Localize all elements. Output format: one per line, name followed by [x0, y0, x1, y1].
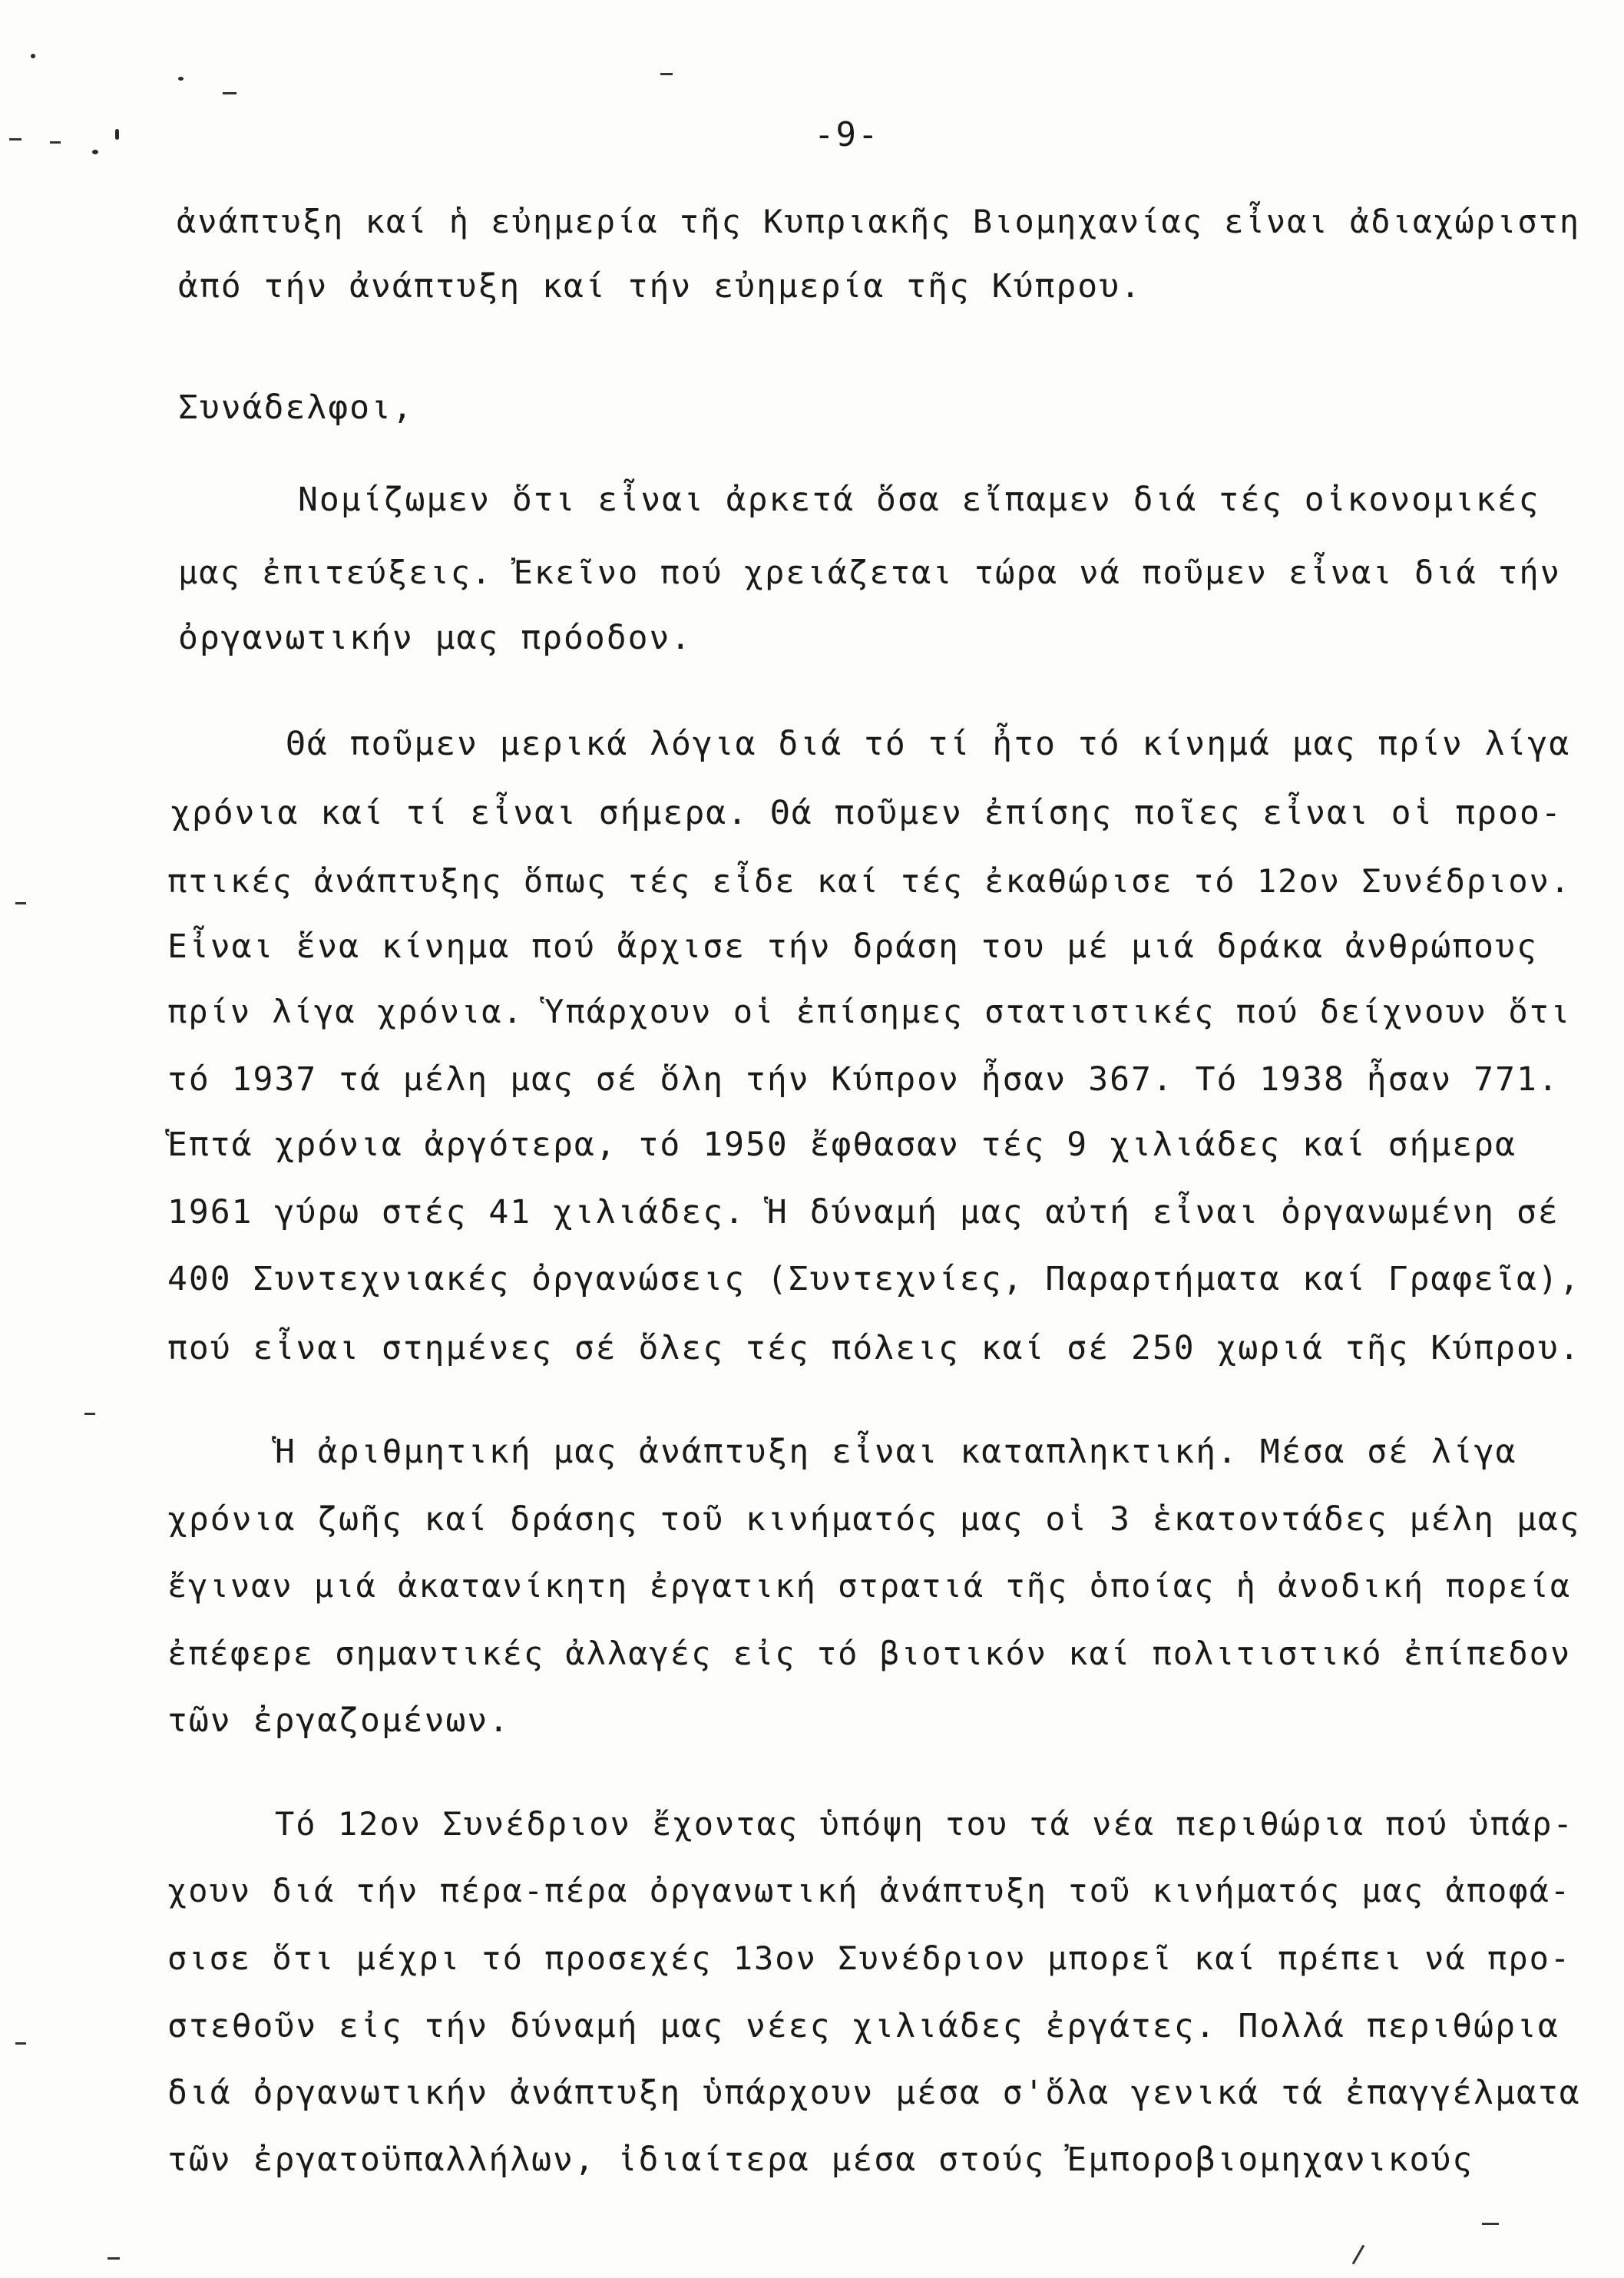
text-line: πρίν λίγα χρόνια. Ὑπάρχουν οἱ ἐπίσημες στατιστικές πού δείχνουν ὅτι: [167, 993, 1572, 1030]
text-line: ἀπό τήν ἀνάπτυξη καί τήν εὐημερία τῆς Κύπρου.: [178, 267, 1142, 306]
text-line: Θά ποῦμεν μερικά λόγια διά τό τί ἦτο τό κίνημά μας πρίν λίγα: [286, 725, 1571, 763]
text-line: στεθοῦν εἰς τήν δύναμή μας νέες χιλιάδες ἐργάτες. Πολλά περιθώρια: [167, 2007, 1560, 2045]
text-line: ἀνάπτυξη καί ἡ εὐημερία τῆς Κυπριακῆς Βιομηχανίας εἶναι ἀδιαχώριστη: [177, 203, 1581, 240]
text-line: ὀργανωτικήν μας πρόοδον.: [178, 619, 693, 657]
text-line: τό 1937 τά μέλη μας σέ ὅλη τήν Κύπρον ἦσαν 367. Τό 1938 ἦσαν 771.: [167, 1060, 1560, 1099]
text-line: ἐπέφερε σημαντικές ἀλλαγές εἰς τό βιοτικόν καί πολιτιστικό ἐπίπεδον: [167, 1635, 1572, 1672]
text-line: τῶν ἐργατοϋπαλλήλων, ἰδιαίτερα μέσα στούς Ἐμποροβιομηχανικούς: [167, 2141, 1474, 2179]
scan-dash: [9, 138, 21, 141]
scan-speck: [92, 150, 98, 154]
text-line: ἔγιναν μιά ἀκατανίκητη ἐργατική στρατιά τῆς ὁποίας ἡ ἀνοδική πορεία: [167, 1567, 1572, 1605]
scan-speck: [178, 77, 184, 81]
scan-dash: [1352, 2245, 1365, 2265]
scan-dash: [107, 2257, 120, 2260]
text-line: Ἡ ἀριθμητική μας ἀνάπτυξη εἶναι καταπληκτική. Μέσα σέ λίγα: [275, 1433, 1517, 1471]
scan-dash: [15, 902, 26, 904]
scan-dash: [223, 92, 236, 94]
text-line: τῶν ἐργαζομένων.: [167, 1701, 511, 1740]
text-line: χρόνια καί τί εἶναι σήμερα. Θά ποῦμεν ἐπίσης ποῖες εἶναι οἱ προο-: [170, 794, 1563, 832]
text-line: 1961 γύρω στές 41 χιλιάδες. Ἡ δύναμή μας αὐτή εἶναι ὀργανωμένη σέ: [167, 1193, 1560, 1232]
text-line: χουν διά τήν πέρα-πέρα ὀργανωτική ἀνάπτυξη τοῦ κινήματός μας ἀποφά-: [167, 1872, 1572, 1909]
text-line: πού εἶναι στημένες σέ ὅλες τές πόλεις καί σέ 250 χωριά τῆς Κύπρου.: [167, 1329, 1581, 1367]
scan-speck: [31, 54, 35, 58]
page-number: -9-: [814, 115, 880, 154]
text-line: χρόνια ζωῆς καί δράσης τοῦ κινήματός μας οἱ 3 ἑκατοντάδες μέλη μας: [167, 1500, 1581, 1539]
scan-dash: [15, 2042, 26, 2045]
text-line: Τό 12ον Συνέδριον ἔχοντας ὑπόψη του τά νέα περιθώρια πού ὑπάρ-: [275, 1805, 1574, 1843]
text-line: 400 Συντεχνιακές ὀργανώσεις (Συντεχνίες, Παραρτήματα καί Γραφεῖα),: [167, 1260, 1581, 1298]
scan-speck: [115, 129, 119, 140]
scan-dash: [1482, 2223, 1499, 2225]
text-line: διά ὀργανωτικήν ἀνάπτυξη ὑπάρχουν μέσα σ'ὅλα γενικά τά ἐπαγγέλματα: [167, 2074, 1581, 2112]
scan-dash: [660, 73, 673, 75]
text-line: Εἶναι ἕνα κίνημα πού ἄρχισε τήν δράση του μέ μιά δράκα ἀνθρώπους: [167, 927, 1538, 966]
text-line: σισε ὅτι μέχρι τό προσεχές 13ον Συνέδριον μπορεῖ καί πρέπει νά προ-: [167, 1939, 1572, 1977]
text-line: μας ἐπιτεύξεις. Ἐκεῖνο πού χρειάζεται τώρα νά ποῦμεν εἶναι διά τήν: [178, 554, 1561, 591]
scan-dash: [50, 141, 61, 144]
text-line: Νομίζωμεν ὅτι εἶναι ἀρκετά ὅσα εἴπαμεν διά τές οἰκονομικές: [298, 481, 1540, 519]
text-line: πτικές ἀνάπτυξης ὅπως τές εἶδε καί τές ἐκαθώρισε τό 12ον Συνέδριον.: [167, 862, 1572, 900]
text-line: Ἑπτά χρόνια ἀργότερα, τό 1950 ἔφθασαν τές 9 χιλιάδες καί σήμερα: [167, 1126, 1517, 1164]
text-line: Συνάδελφοι,: [178, 388, 414, 427]
scan-dash: [84, 1413, 95, 1415]
